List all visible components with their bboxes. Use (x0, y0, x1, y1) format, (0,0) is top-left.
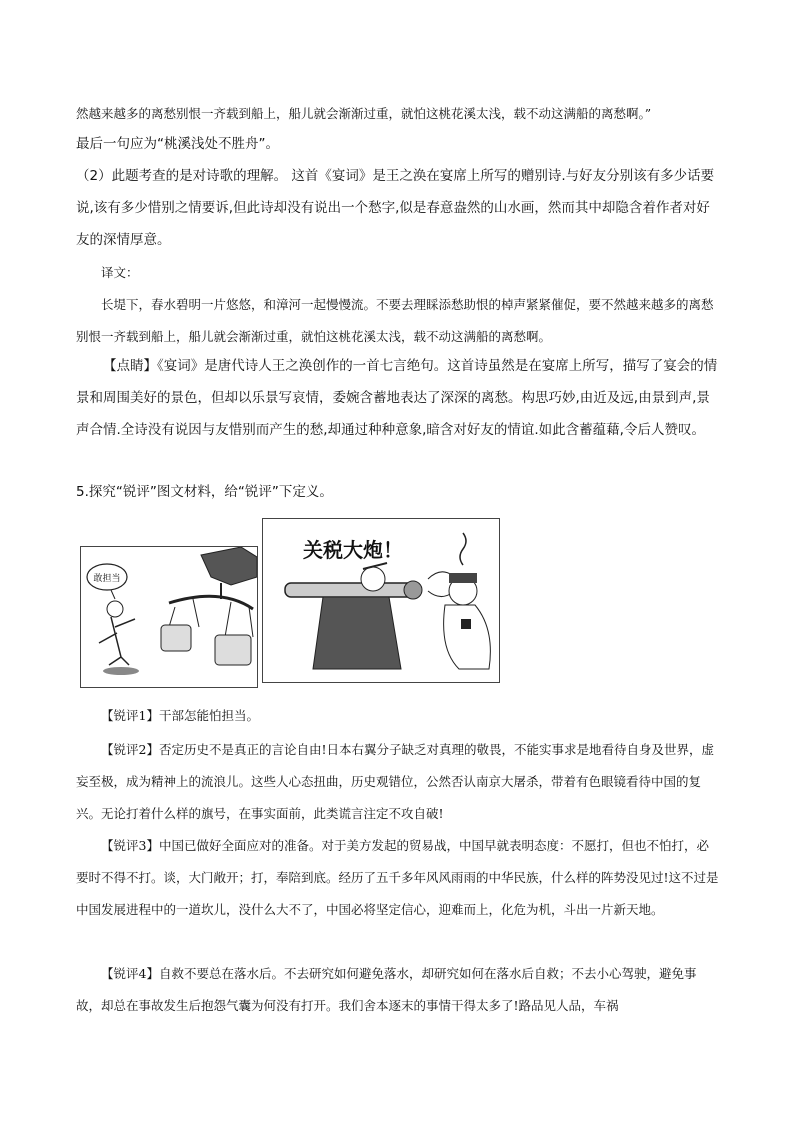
speech-bubble-text: 敢担当 (93, 574, 121, 584)
question-5: 5.探究“锐评”图文材料，给“锐评”下定义。 (76, 484, 333, 500)
comment-3: 【锐评3】中国已做好全面应对的准备。对于美方发起的贸易战，中国早就表明态度：不愿打，但也不怕打，必要时不得不打。谈，大门敞开；打，奉陪到底。经历了五千多年风风雨雨的中华民族，什么样的阵势没见过!这不过是中国发展进程中的一道坎儿，没什么大不了，中国必将坚定信心，迎难而上，化危为机，斗出一片新天地。 (76, 838, 719, 917)
paragraph-translation: 长堤下，春水碧明一片悠悠，和漳河一起慢慢流。不要去理睬添愁助恨的棹声紧紧催促，要不然越来越多的离愁别恨一齐载到船上，船儿就会渐渐过重，就怕这桃花溪太浅，载不动这满船的离愁啊。 (76, 297, 714, 344)
cartoon-title: 关税大炮！ (303, 538, 403, 562)
comment-2: 【锐评2】否定历史不是真正的言论自由!日本右翼分子缺乏对真理的敬畏，不能实事求是地看待自身及世界，虚妄至极，成为精神上的流浪儿。这些人心态扭曲，历史观错位，公然否认南京大屠杀，带着有色眼镜看待中国的复兴。无论打着什么样的旗号，在事实面前，此类谎言注定不攻自破! (76, 742, 714, 821)
comment-4: 【锐评4】自救不要总在落水后。不去研究如何避免落水，却研究如何在落水后自救；不去小心驾驶，避免事故，却总在事故发生后抱怨气囊为何没有打开。我们舍本逐末的事情干得太多了!路品见人品，车祸 (76, 966, 697, 1013)
paragraph-translation-end: 然越来越多的离愁别恨一齐载到船上，船儿就会渐渐过重，就怕这桃花溪太浅，载不动这满船的离愁啊。” (76, 106, 652, 121)
translation-label: 译文： (101, 265, 139, 280)
paragraph-dianjing: 【点睛】《宴词》是唐代诗人王之涣创作的一首七言绝句。这首诗虽然是在宴席上所写，描写了宴会的情景和周围美好的景色，但却以乐景写哀情，委婉含蓄地表达了深深的离愁。构思巧妙,由近及远,由景到声,景声合情.全诗没有说因与友惜别而产生的愁,却通过种种意象,暗含对好友的情谊.如此含蓄蕴藉,令后人赞叹。 (76, 358, 718, 438)
comment-1: 【锐评1】干部怎能怕担当。 (101, 708, 259, 723)
cartoon-responsibility-image (80, 546, 258, 688)
paragraph-last-line-note: 最后一句应为“桃溪浅处不胜舟”。 (76, 136, 279, 152)
paragraph-analysis-2: （2）此题考查的是对诗歌的理解。 这首《宴词》是王之涣在宴席上所写的赠别诗.与好友分别该有多少话要说,该有多少惜别之情要诉,但此诗却没有说出一个愁字,似是春意盎然的山水画，然而其中却隐含着作者对好友的深情厚意。 (76, 168, 715, 248)
cartoon-tariff-cannon-image (262, 518, 500, 683)
